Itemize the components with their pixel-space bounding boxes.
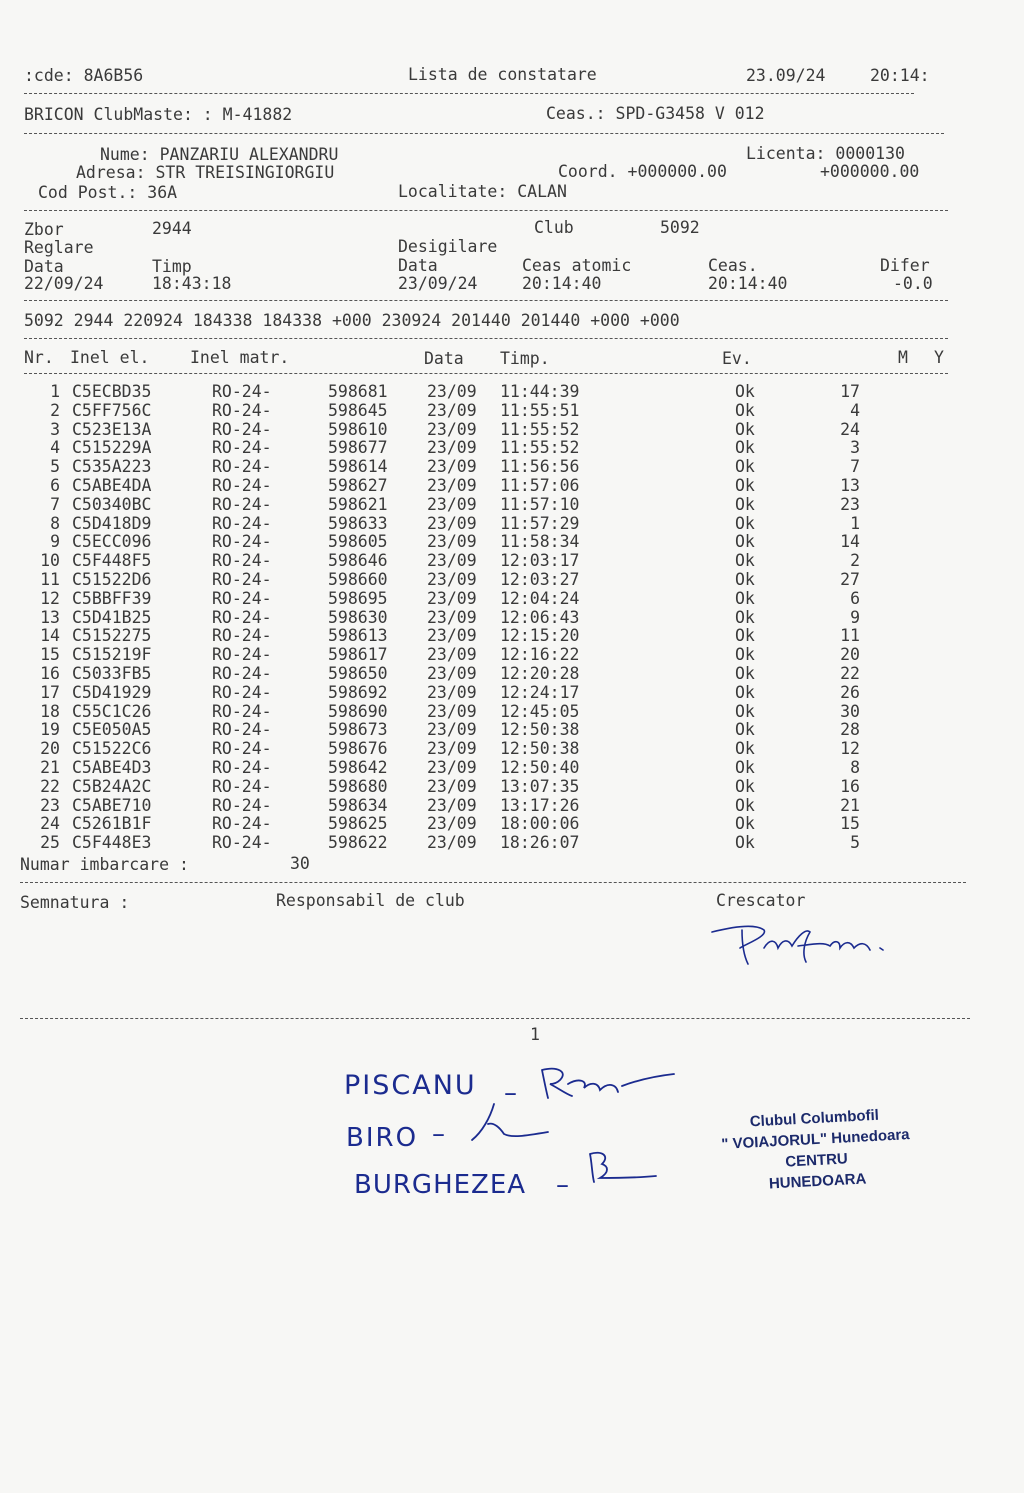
cell-pos: 20	[840, 645, 860, 665]
cell-date: 23/09	[427, 682, 477, 702]
cell-chip: C5261B1F	[72, 814, 152, 834]
divider	[24, 373, 948, 374]
cell-date: 23/09	[427, 419, 477, 439]
cell-matr: 598650	[328, 664, 388, 683]
clock-id: Ceas.: SPD-G3458 V 012	[546, 104, 765, 123]
cell-pos: 17	[840, 382, 860, 401]
divider	[24, 93, 914, 94]
cell-time: 12:24:17	[500, 682, 580, 702]
table-row	[24, 665, 904, 684]
cell-pos: 1	[850, 513, 860, 533]
cell-chip: C5ECC096	[72, 532, 152, 552]
cell-date: 23/09	[427, 607, 477, 627]
cell-pre: RO-24-	[212, 457, 272, 477]
cell-pre: RO-24-	[212, 476, 272, 495]
handwritten-signature-1	[538, 1062, 678, 1106]
cell-chip: C51522D6	[72, 570, 152, 589]
cell-nr: 6	[50, 476, 60, 495]
club-master: BRICON ClubMaste: : M-41882	[24, 105, 293, 124]
cell-nr: 8	[50, 513, 60, 533]
cell-chip: C55C1C26	[72, 701, 152, 721]
data2-label: Data	[398, 256, 438, 275]
owner-postcode: Cod Post.: 36A	[38, 183, 178, 202]
cell-date: 23/09	[427, 513, 477, 533]
cell-matr: 598676	[328, 739, 388, 759]
zbor-value: 2944	[152, 219, 192, 238]
cell-date: 23/09	[427, 551, 477, 571]
cell-ev: Ok	[735, 720, 755, 740]
cell-pos: 23	[840, 494, 860, 514]
ceas-atomic-label: Ceas atomic	[522, 256, 632, 275]
cell-time: 11:58:34	[500, 532, 580, 552]
cell-matr: 598695	[328, 588, 388, 608]
cell-chip: C515229A	[72, 438, 152, 458]
handwritten-name-1: PISCANU	[344, 1070, 477, 1101]
handwritten-name-3: BURGHEZEA	[354, 1170, 527, 1200]
cell-date: 23/09	[427, 588, 477, 608]
cell-matr: 598677	[328, 438, 388, 458]
cell-time: 13:07:35	[500, 776, 580, 796]
cell-ev: Ok	[735, 382, 755, 401]
cell-ev: Ok	[735, 513, 755, 533]
header-date: 23.09/24	[746, 66, 826, 85]
cell-ev: Ok	[735, 833, 755, 853]
cell-ev: Ok	[735, 419, 755, 439]
cell-ev: Ok	[735, 570, 755, 589]
cell-ev: Ok	[735, 814, 755, 834]
cell-ev: Ok	[735, 476, 755, 495]
cell-nr: 18	[40, 701, 60, 721]
owner-locality: Localitate: CALAN	[398, 182, 567, 201]
cell-pre: RO-24-	[212, 758, 272, 777]
cell-nr: 3	[50, 419, 60, 439]
cell-ev: Ok	[735, 438, 755, 458]
cell-chip: C5BBFF39	[72, 588, 152, 608]
cell-matr: 598660	[328, 570, 388, 589]
cell-date: 23/09	[427, 382, 477, 401]
cell-ev: Ok	[735, 758, 755, 777]
col-ev: Ev.	[722, 349, 752, 368]
cell-pos: 11	[840, 626, 860, 646]
cell-date: 23/09	[427, 701, 477, 721]
table-row	[24, 533, 904, 552]
cell-pre: RO-24-	[212, 701, 272, 721]
cell-pre: RO-24-	[212, 626, 272, 646]
cell-pos: 28	[840, 720, 860, 740]
stamp-line-1: Clubul Columbofil	[749, 1106, 880, 1131]
cell-time: 11:57:29	[500, 513, 580, 533]
cell-time: 11:44:39	[500, 382, 580, 401]
clock-time: 20:14:40	[708, 274, 788, 293]
owner-coord: Coord. +000000.00	[558, 162, 727, 181]
cell-pre: RO-24-	[212, 400, 272, 420]
table-row	[24, 815, 904, 834]
cell-pos: 13	[840, 476, 860, 495]
cell-ev: Ok	[735, 701, 755, 721]
cell-time: 11:57:10	[500, 494, 580, 514]
cell-date: 23/09	[427, 438, 477, 458]
cell-ev: Ok	[735, 776, 755, 796]
reglare-label: Reglare	[24, 238, 94, 257]
cell-nr: 5	[50, 457, 60, 477]
owner-coord2: +000000.00	[820, 162, 920, 181]
cell-chip: C5F448E3	[72, 833, 152, 853]
cell-pos: 5	[850, 833, 860, 853]
des-date: 23/09/24	[398, 274, 478, 293]
cell-matr: 598622	[328, 833, 388, 853]
cell-date: 23/09	[427, 795, 477, 815]
reg-date: 22/09/24	[24, 274, 104, 293]
cell-chip: C5ECBD35	[72, 382, 152, 401]
cell-date: 23/09	[427, 457, 477, 477]
cell-date: 23/09	[427, 532, 477, 552]
cell-ev: Ok	[735, 626, 755, 646]
device-code: :cde: 8A6B56	[24, 66, 144, 85]
cell-nr: 20	[40, 739, 60, 759]
cell-nr: 15	[40, 645, 60, 665]
cell-nr: 7	[50, 494, 60, 514]
cell-chip: C5ABE4D3	[72, 758, 152, 777]
cell-matr: 598692	[328, 682, 388, 702]
cell-chip: C515219F	[72, 645, 152, 665]
cell-matr: 598613	[328, 626, 388, 646]
cell-pos: 22	[840, 664, 860, 683]
club-label: Club	[534, 218, 574, 237]
cell-time: 18:00:06	[500, 814, 580, 834]
zbor-label: Zbor	[24, 220, 64, 239]
table-row	[24, 684, 904, 703]
cell-nr: 2	[50, 400, 60, 420]
divider	[24, 210, 948, 211]
cell-chip: C5D418D9	[72, 513, 152, 533]
table-row	[24, 834, 904, 853]
cell-time: 12:16:22	[500, 645, 580, 665]
col-y: Y	[934, 348, 944, 367]
cell-pre: RO-24-	[212, 532, 272, 552]
cell-time: 11:55:51	[500, 400, 580, 420]
table-row	[24, 439, 904, 458]
cell-pos: 30	[840, 701, 860, 721]
handwritten-dash-3: –	[556, 1170, 569, 1200]
cell-chip: C5D41B25	[72, 607, 152, 627]
cell-nr: 4	[50, 438, 60, 458]
cell-matr: 598680	[328, 776, 388, 796]
cell-nr: 22	[40, 776, 60, 796]
table-row	[24, 421, 904, 440]
cell-pre: RO-24-	[212, 419, 272, 439]
cell-matr: 598646	[328, 551, 388, 571]
table-row	[24, 552, 904, 571]
club-stamp	[714, 1103, 918, 1197]
cell-pre: RO-24-	[212, 739, 272, 759]
difer-label: Difer	[880, 256, 930, 275]
cell-time: 12:50:40	[500, 758, 580, 777]
cell-pre: RO-24-	[212, 814, 272, 834]
cell-date: 23/09	[427, 400, 477, 420]
divider	[24, 300, 948, 301]
col-inel-el: Inel el.	[70, 348, 150, 367]
cell-pos: 7	[850, 457, 860, 477]
header-time: 20:14:	[870, 66, 930, 85]
table-row	[24, 609, 904, 628]
cell-chip: C5ABE710	[72, 795, 152, 815]
cell-time: 12:45:05	[500, 701, 580, 721]
cell-ev: Ok	[735, 457, 755, 477]
table-row	[24, 721, 904, 740]
table-row	[24, 571, 904, 590]
cell-pre: RO-24-	[212, 588, 272, 608]
col-inel-matr: Inel matr.	[190, 348, 290, 367]
table-row	[24, 590, 904, 609]
timp-label: Timp	[152, 257, 192, 276]
cell-pre: RO-24-	[212, 664, 272, 683]
cell-nr: 17	[40, 682, 60, 702]
cell-nr: 16	[40, 664, 60, 683]
cell-matr: 598673	[328, 720, 388, 740]
cell-matr: 598633	[328, 513, 388, 533]
cell-matr: 598681	[328, 382, 388, 401]
breeder-signature	[706, 918, 896, 970]
stamp-line-4: HUNEDOARA	[768, 1170, 867, 1193]
cell-ev: Ok	[735, 400, 755, 420]
cell-pos: 26	[840, 682, 860, 702]
table-row	[24, 402, 904, 421]
cell-chip: C535A223	[72, 457, 152, 477]
handwritten-signature-2	[464, 1098, 554, 1146]
cell-date: 23/09	[427, 833, 477, 853]
cell-date: 23/09	[427, 494, 477, 514]
cell-nr: 9	[50, 532, 60, 552]
cell-matr: 598690	[328, 701, 388, 721]
cell-matr: 598634	[328, 795, 388, 815]
stamp-line-3: CENTRU	[784, 1150, 849, 1171]
cell-matr: 598614	[328, 457, 388, 477]
cell-ev: Ok	[735, 739, 755, 759]
cell-matr: 598642	[328, 758, 388, 777]
cell-ev: Ok	[735, 795, 755, 815]
cell-chip: C51522C6	[72, 739, 152, 759]
cell-pre: RO-24-	[212, 607, 272, 627]
table-row	[24, 740, 904, 759]
cell-time: 12:15:20	[500, 626, 580, 646]
cell-ev: Ok	[735, 645, 755, 665]
table-row	[24, 477, 904, 496]
table-row	[24, 627, 904, 646]
cell-pos: 6	[850, 588, 860, 608]
cell-matr: 598610	[328, 419, 388, 439]
col-data: Data	[424, 349, 464, 368]
divider	[20, 882, 966, 883]
col-m: M	[898, 348, 908, 367]
ceas-label: Ceas.	[708, 256, 758, 275]
cell-time: 12:04:24	[500, 588, 580, 608]
divider	[24, 133, 944, 134]
club-responsible-label: Responsabil de club	[276, 891, 465, 910]
cell-time: 12:03:27	[500, 570, 580, 589]
cell-time: 12:50:38	[500, 739, 580, 759]
cell-matr: 598630	[328, 607, 388, 627]
cell-date: 23/09	[427, 758, 477, 777]
cell-matr: 598645	[328, 400, 388, 420]
cell-nr: 1	[50, 382, 60, 401]
boarding-value: 30	[290, 854, 310, 873]
atomic-time: 20:14:40	[522, 274, 602, 293]
cell-time: 12:06:43	[500, 607, 580, 627]
cell-chip: C5E050A5	[72, 720, 152, 740]
cell-chip: C50340BC	[72, 494, 152, 514]
table-row	[24, 703, 904, 722]
cell-pre: RO-24-	[212, 570, 272, 589]
owner-name: Nume: PANZARIU ALEXANDRU	[100, 145, 339, 164]
cell-time: 13:17:26	[500, 795, 580, 815]
owner-license: Licenta: 0000130	[746, 144, 905, 163]
cell-time: 12:50:38	[500, 720, 580, 740]
cell-chip: C5B24A2C	[72, 776, 152, 796]
cell-matr: 598605	[328, 532, 388, 552]
cell-pos: 15	[840, 814, 860, 834]
cell-date: 23/09	[427, 776, 477, 796]
cell-pre: RO-24-	[212, 645, 272, 665]
cell-chip: C5FF756C	[72, 400, 152, 420]
cell-ev: Ok	[735, 607, 755, 627]
table-row	[24, 383, 904, 402]
cell-date: 23/09	[427, 814, 477, 834]
cell-ev: Ok	[735, 551, 755, 571]
cell-pre: RO-24-	[212, 494, 272, 514]
cell-pos: 12	[840, 739, 860, 759]
table-row	[24, 759, 904, 778]
table-row	[24, 646, 904, 665]
handwritten-dash-1: –	[504, 1078, 517, 1108]
document-title: Lista de constatare	[408, 65, 597, 84]
cell-pre: RO-24-	[212, 513, 272, 533]
cell-time: 11:55:52	[500, 438, 580, 458]
cell-time: 12:20:28	[500, 664, 580, 683]
cell-pre: RO-24-	[212, 551, 272, 571]
cell-pos: 3	[850, 438, 860, 458]
cell-date: 23/09	[427, 626, 477, 646]
cell-pos: 2	[850, 551, 860, 571]
handwritten-signature-3	[584, 1148, 660, 1188]
cell-chip: C5033FB5	[72, 664, 152, 683]
cell-date: 23/09	[427, 664, 477, 683]
cell-ev: Ok	[735, 494, 755, 514]
cell-chip: C5ABE4DA	[72, 476, 152, 495]
table-row	[24, 797, 904, 816]
cell-pos: 8	[850, 758, 860, 777]
cell-chip: C5152275	[72, 626, 152, 646]
cell-date: 23/09	[427, 645, 477, 665]
summary-line: 5092 2944 220924 184338 184338 +000 230924 201440 201440 +000 +000	[24, 311, 680, 330]
cell-matr: 598625	[328, 814, 388, 834]
cell-chip: C523E13A	[72, 419, 152, 439]
cell-matr: 598617	[328, 645, 388, 665]
cell-nr: 23	[40, 795, 60, 815]
cell-nr: 14	[40, 626, 60, 646]
cell-nr: 10	[40, 551, 60, 571]
club-value: 5092	[660, 218, 700, 237]
cell-date: 23/09	[427, 739, 477, 759]
handwritten-dash-2: –	[432, 1119, 445, 1149]
cell-date: 23/09	[427, 476, 477, 495]
cell-matr: 598621	[328, 494, 388, 514]
divider	[24, 338, 948, 339]
cell-pos: 21	[840, 795, 860, 815]
cell-pos: 14	[840, 532, 860, 552]
cell-pre: RO-24-	[212, 382, 272, 401]
cell-pos: 16	[840, 776, 860, 796]
cell-pre: RO-24-	[212, 795, 272, 815]
col-timp: Timp.	[500, 349, 550, 368]
signature-label: Semnatura :	[20, 893, 130, 912]
cell-time: 11:55:52	[500, 419, 580, 439]
clock-diff: -0.0	[893, 274, 933, 293]
cell-nr: 12	[40, 588, 60, 608]
cell-time: 12:03:17	[500, 551, 580, 571]
cell-pre: RO-24-	[212, 438, 272, 458]
breeder-label: Crescator	[716, 891, 806, 910]
cell-pos: 9	[850, 607, 860, 627]
cell-matr: 598627	[328, 476, 388, 495]
reg-time: 18:43:18	[152, 274, 232, 293]
cell-time: 11:56:56	[500, 457, 580, 477]
cell-ev: Ok	[735, 532, 755, 552]
cell-pos: 24	[840, 419, 860, 439]
table-row	[24, 496, 904, 515]
cell-pos: 27	[840, 570, 860, 589]
cell-chip: C5F448F5	[72, 551, 152, 571]
handwritten-name-2: BIRO	[346, 1123, 419, 1153]
table-row	[24, 458, 904, 477]
cell-time: 18:26:07	[500, 833, 580, 853]
cell-nr: 21	[40, 758, 60, 777]
cell-ev: Ok	[735, 588, 755, 608]
cell-nr: 11	[40, 570, 60, 589]
col-nr: Nr.	[24, 348, 54, 367]
page-number: 1	[530, 1025, 540, 1044]
boarding-label: Numar imbarcare :	[20, 855, 189, 874]
cell-ev: Ok	[735, 664, 755, 683]
data-label: Data	[24, 257, 64, 276]
stamp-line-2: " VOIAJORUL" Hunedoara	[720, 1126, 910, 1153]
table-row	[24, 778, 904, 797]
cell-ev: Ok	[735, 682, 755, 702]
cell-pos: 4	[850, 400, 860, 420]
cell-time: 11:57:06	[500, 476, 580, 495]
cell-nr: 19	[40, 720, 60, 740]
cell-pre: RO-24-	[212, 833, 272, 853]
cell-chip: C5D41929	[72, 682, 152, 702]
cell-nr: 25	[40, 833, 60, 853]
desigilare-label: Desigilare	[398, 237, 498, 256]
owner-address: Adresa: STR TREISINGIORGIU	[76, 163, 335, 182]
cell-pre: RO-24-	[212, 682, 272, 702]
cell-pre: RO-24-	[212, 776, 272, 796]
cell-nr: 24	[40, 814, 60, 834]
cell-pre: RO-24-	[212, 720, 272, 740]
table-row	[24, 515, 904, 534]
cell-date: 23/09	[427, 720, 477, 740]
divider	[20, 1018, 970, 1019]
cell-nr: 13	[40, 607, 60, 627]
cell-date: 23/09	[427, 570, 477, 589]
